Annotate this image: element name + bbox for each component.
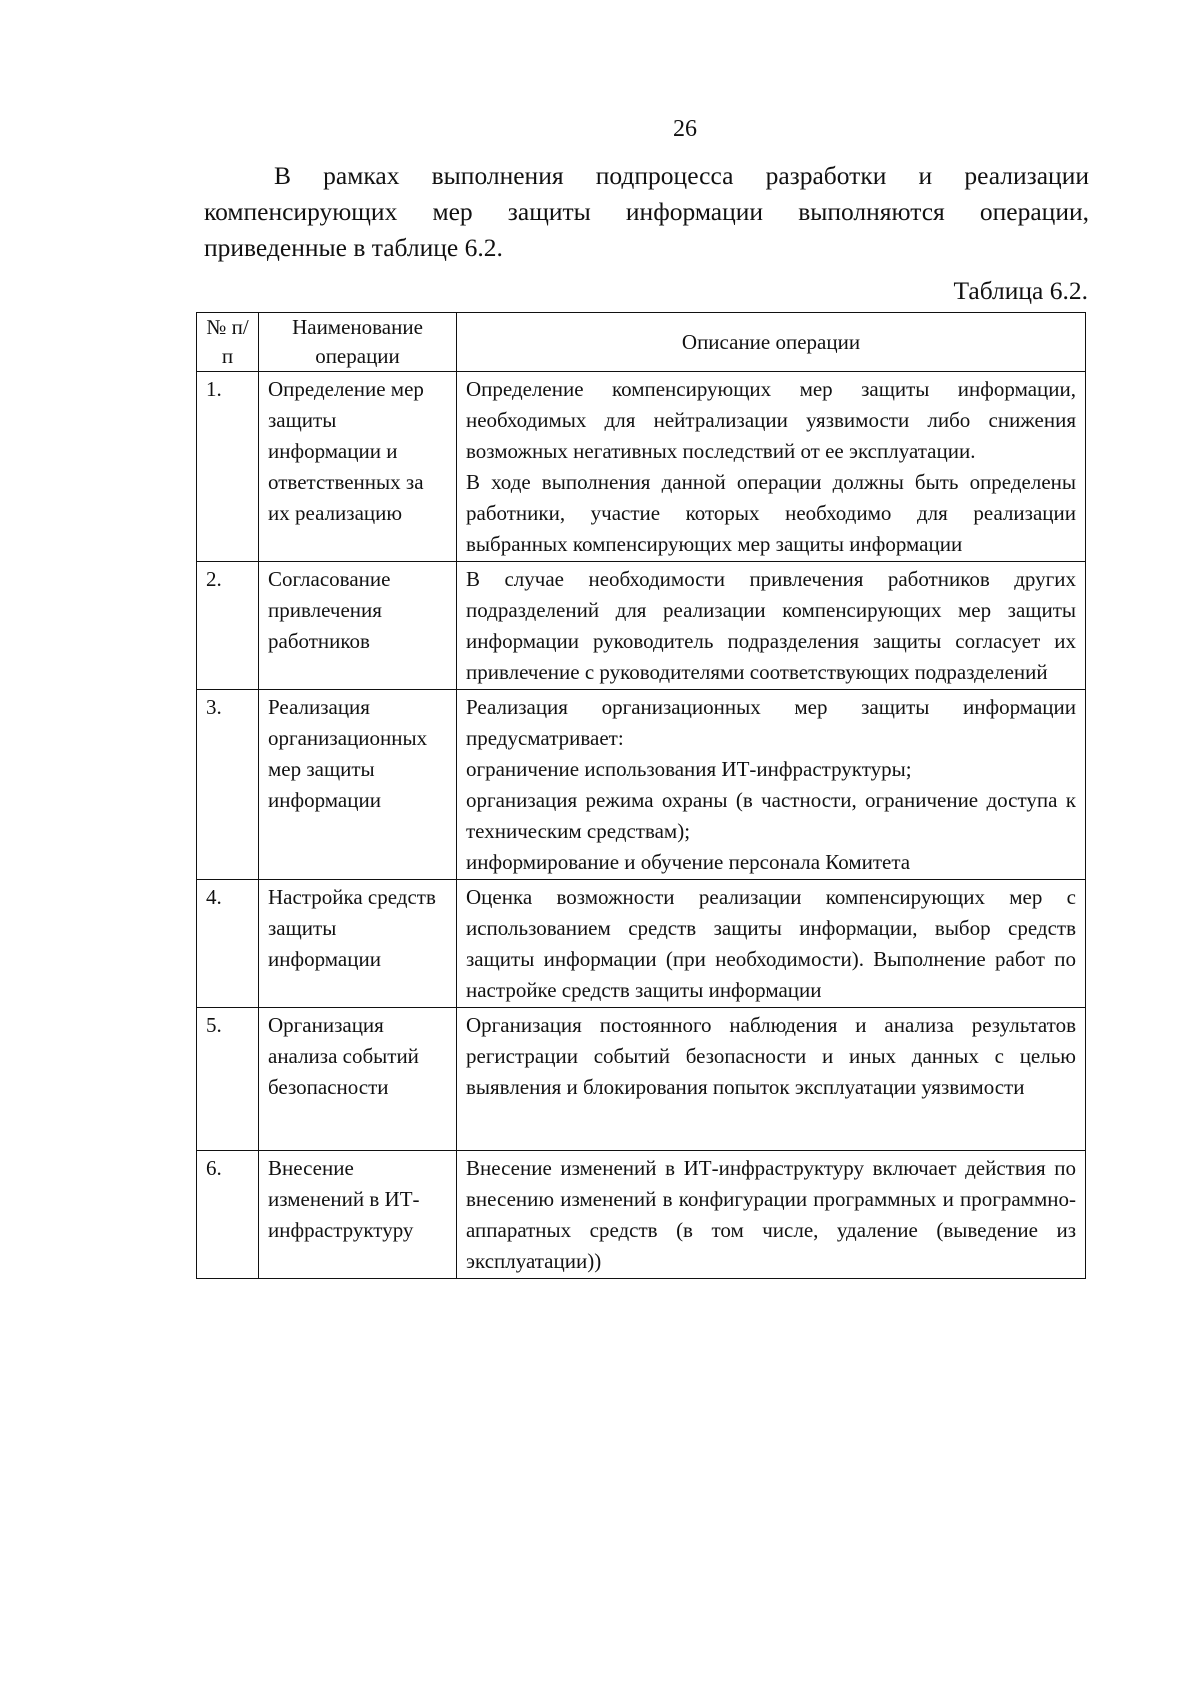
operation-description xyxy=(457,562,1086,690)
header-name: Наименование операции xyxy=(259,313,457,372)
description-paragraph: организация режима охраны (в частности, ограничение доступа к техническим средствам); xyxy=(466,788,1076,843)
intro-line: компенсирующих мер защиты информации выполняются операции, xyxy=(204,197,1089,226)
operation-description xyxy=(457,1008,1086,1151)
header-num: № п/п xyxy=(197,313,259,372)
intro-line: приведенные в таблице 6.2. xyxy=(204,233,503,262)
operation-name: Реализация организационных мер защиты информации xyxy=(259,690,457,880)
operation-name: Определение мер защиты информации и ответственных за их реализацию xyxy=(259,372,457,562)
description-paragraph: Реализация организационных мер защиты информации предусматривает: xyxy=(466,695,1076,750)
table-row xyxy=(197,1008,1086,1151)
description-paragraph: Внесение изменений в ИТ-инфраструктуру включает действия по внесению изменений в конфигурации программных и программно-аппаратных средств (в том числе, удаление (выведение из эксплуатации)) xyxy=(466,1156,1076,1273)
page-number: 26 xyxy=(673,116,697,142)
operations-table xyxy=(196,312,1086,1279)
description-paragraph: ограничение использования ИТ-инфраструктуры; xyxy=(466,757,912,781)
row-number: 5. xyxy=(197,1008,259,1151)
operation-description xyxy=(457,880,1086,1008)
operation-description xyxy=(457,690,1086,880)
description-paragraph: Определение компенсирующих мер защиты информации, необходимых для нейтрализации уязвимости либо снижения возможных негативных последствий от ее эксплуатации. xyxy=(466,377,1076,463)
operation-name: Внесение изменений в ИТ-инфраструктуру xyxy=(259,1151,457,1279)
intro-line: В рамках выполнения подпроцесса разработки и реализации xyxy=(274,161,1089,190)
row-number: 4. xyxy=(197,880,259,1008)
operation-name: Настройка средств защиты информации xyxy=(259,880,457,1008)
header-description: Описание операции xyxy=(457,313,1086,372)
table-row xyxy=(197,562,1086,690)
table-row xyxy=(197,1151,1086,1279)
row-number: 1. xyxy=(197,372,259,562)
table-row xyxy=(197,880,1086,1008)
description-paragraph: Организация постоянного наблюдения и анализа результатов регистрации событий безопасности и иных данных с целью выявления и блокирования попыток эксплуатации уязвимости xyxy=(466,1013,1076,1099)
table-row xyxy=(197,372,1086,562)
row-number: 2. xyxy=(197,562,259,690)
operation-description xyxy=(457,1151,1086,1279)
description-paragraph: информирование и обучение персонала Комитета xyxy=(466,850,911,874)
description-paragraph: В случае необходимости привлечения работников других подразделений для реализации компенсирующих мер защиты информации руководитель подразделения защиты согласует их привлечение с руководителями соответствующих подразделений xyxy=(466,567,1076,684)
description-paragraph: Оценка возможности реализации компенсирующих мер с использованием средств защиты информации, выбор средств защиты информации (при необходимости). Выполнение работ по настройке средств защиты информации xyxy=(466,885,1076,1002)
table-header-row xyxy=(197,313,1086,372)
operation-name: Организация анализа событий безопасности xyxy=(259,1008,457,1151)
row-number: 3. xyxy=(197,690,259,880)
operation-description xyxy=(457,372,1086,562)
intro-paragraph xyxy=(204,158,1089,266)
table-row xyxy=(197,690,1086,880)
description-paragraph: В ходе выполнения данной операции должны быть определены работники, участие которых необходимо для реализации выбранных компенсирующих мер защиты информации xyxy=(466,470,1076,556)
row-number: 6. xyxy=(197,1151,259,1279)
operation-name: Согласование привлечения работников xyxy=(259,562,457,690)
table-caption: Таблица 6.2. xyxy=(953,276,1088,305)
